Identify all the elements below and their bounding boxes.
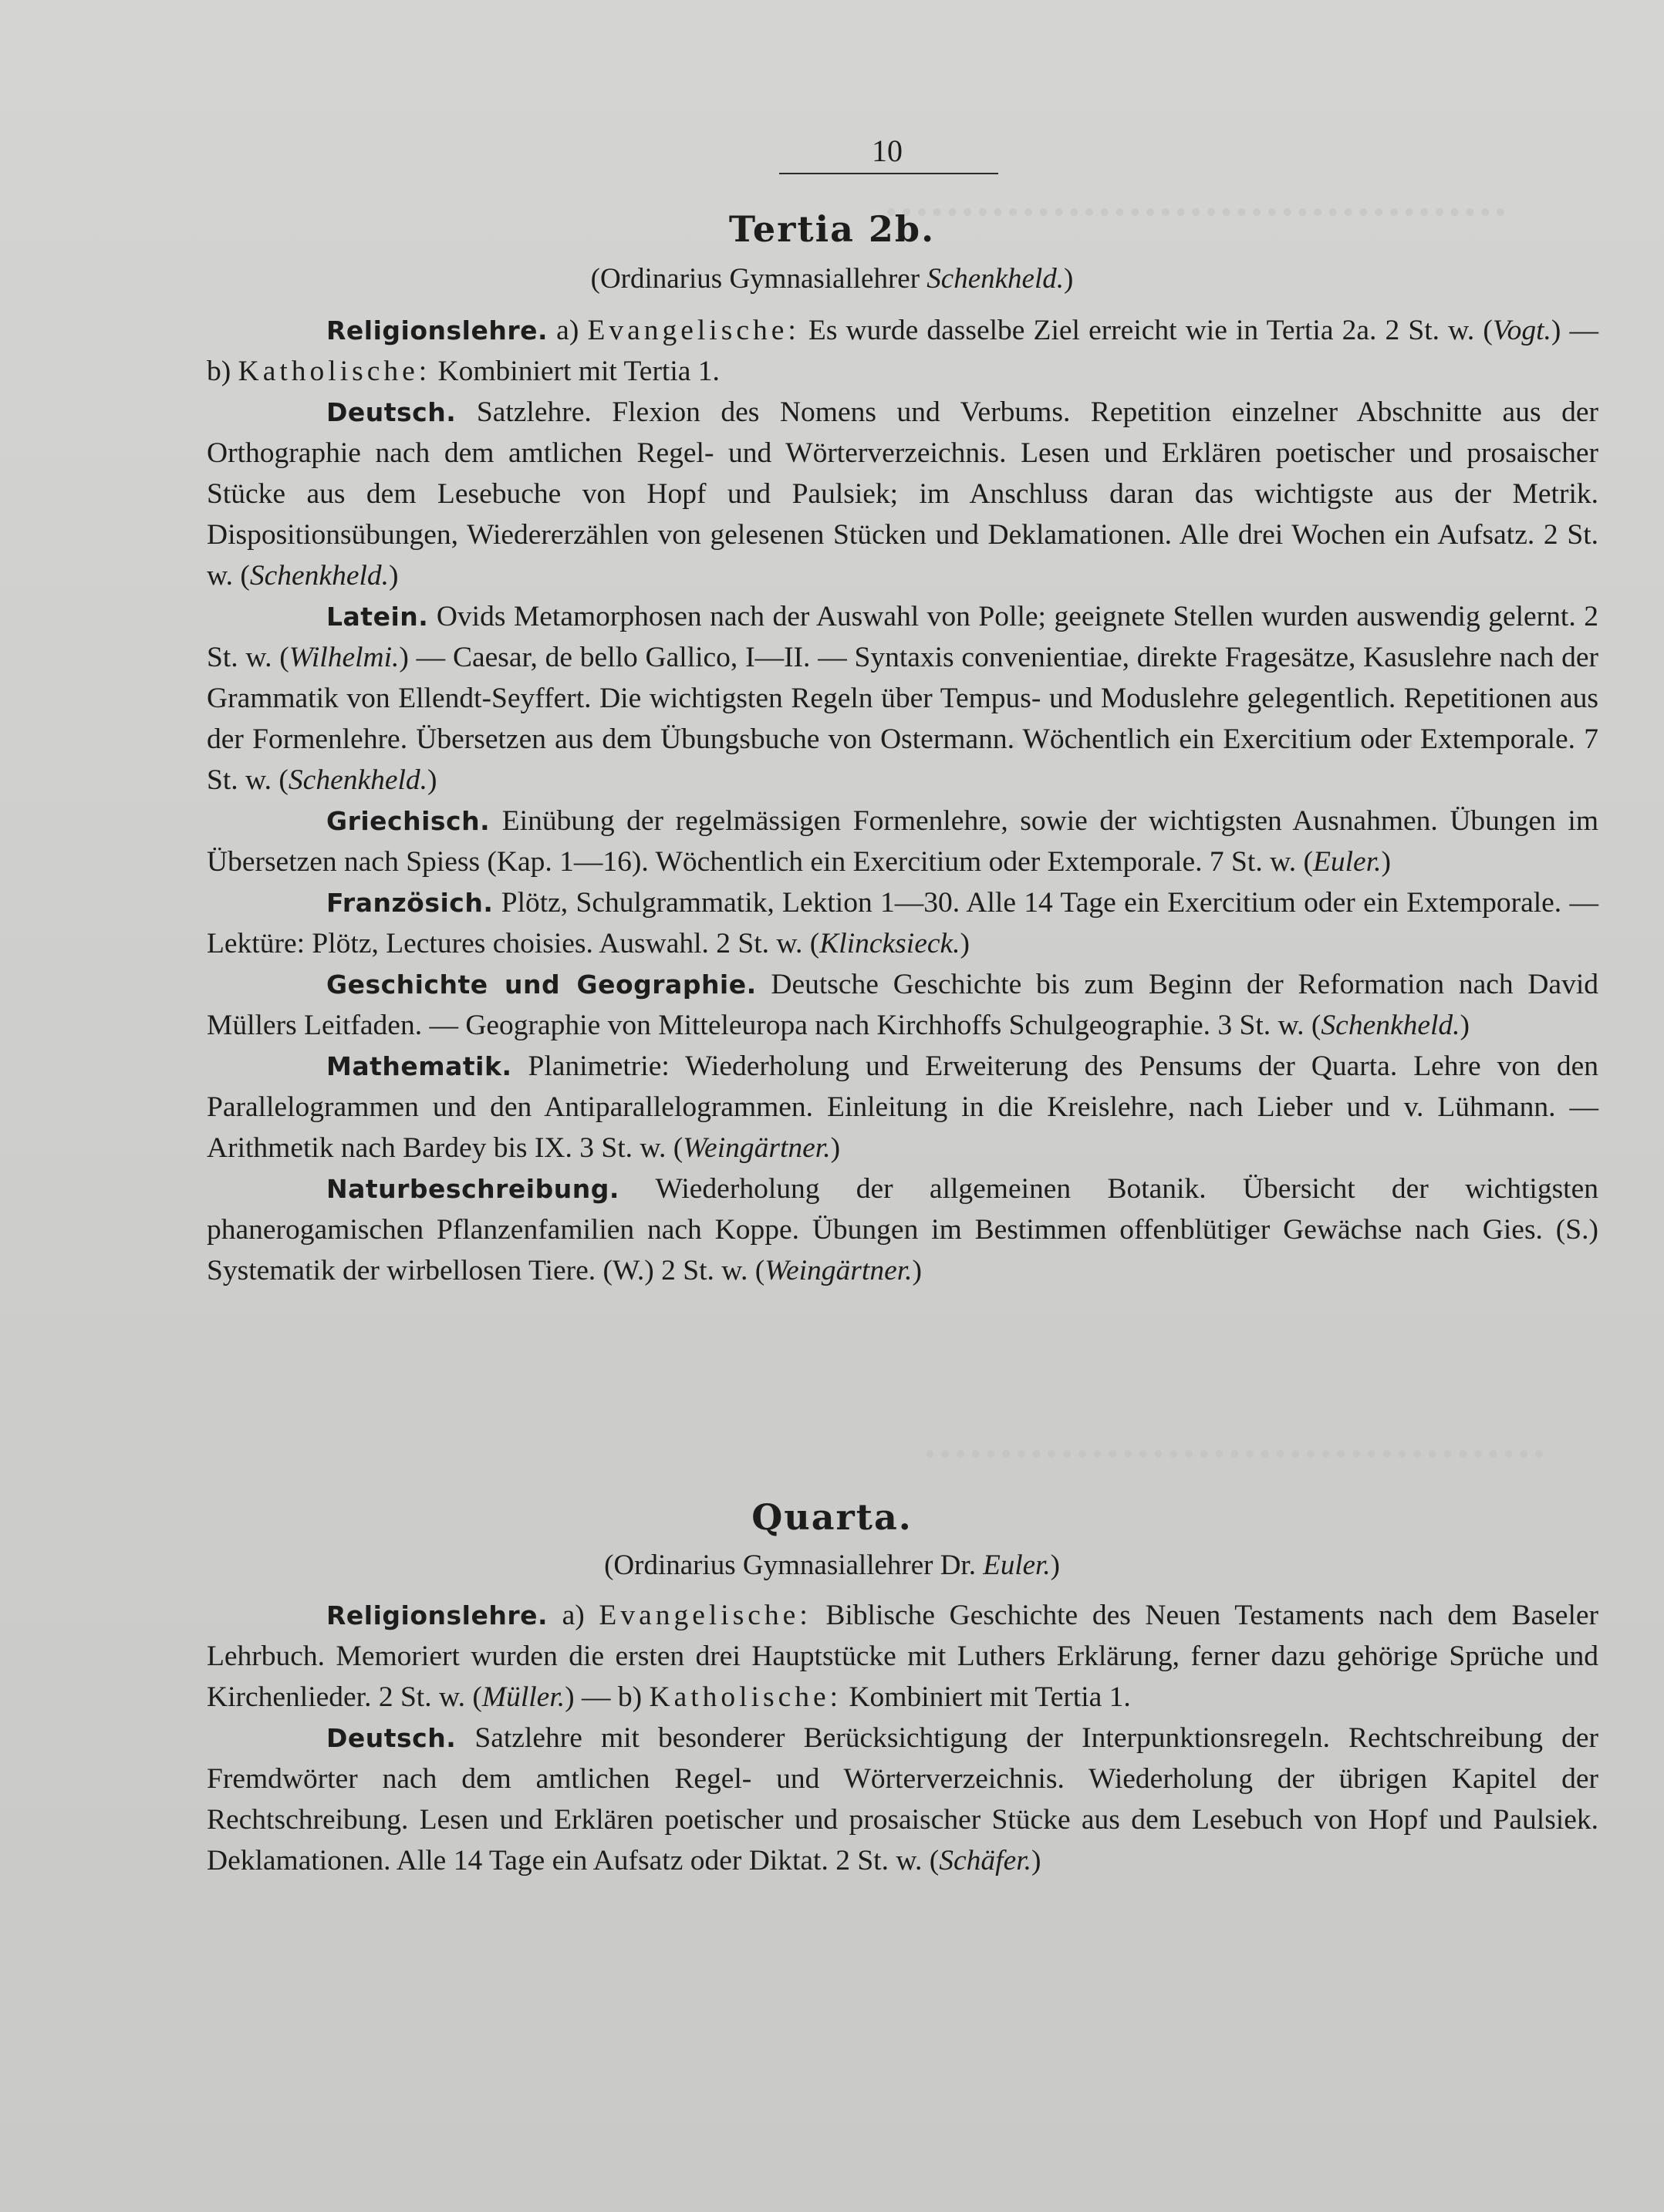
- paragraph-text: Kombiniert mit Tertia 1.: [842, 1681, 1131, 1713]
- paragraph-text: ): [1031, 1845, 1041, 1876]
- teacher-name: Weingärtner.: [683, 1132, 831, 1164]
- subject-paragraph: [207, 392, 1598, 596]
- paragraph-text: Planimetrie: Wiederholung und Erweiterung des Pensums der Quarta. Lehre von den Parallelogrammen und den Antiparallelogrammen. Einleitung in die Kreislehre, nach Lieber und v. Lühmann. — Arithmetik nach Bardey bis IX. 3 St. w. (: [207, 1050, 1598, 1164]
- subject-label: Französich.: [326, 888, 494, 918]
- subject-label: Deutsch.: [326, 1723, 457, 1753]
- paragraph-text: Plötz, Schulgrammatik, Lektion 1—30. Alle 14 Tage ein Exercitium oder ein Extemporale. — Lektüre: Plötz, Lectures choisies. Auswahl. 2 St. w. (: [207, 887, 1598, 959]
- subject-paragraph: [207, 801, 1598, 882]
- denomination-label: Evangelische:: [587, 315, 800, 346]
- subject-label: Naturbeschreibung.: [326, 1174, 619, 1204]
- paragraph-text: Deutsche Geschichte bis zum Beginn der Reformation nach David Müllers Leitfaden. — Geographie von Mitteleuropa nach Kirchhoffs Schulgeographie. 3 St. w. (: [207, 969, 1598, 1041]
- subject-label: Mathematik.: [326, 1051, 512, 1081]
- subject-label: Latein.: [326, 602, 429, 632]
- subject-paragraph: [207, 1046, 1598, 1168]
- paragraph-text: Wiederholung der allgemeinen Botanik. Übersicht der wichtigsten phanerogamischen Pflanzenfamilien nach Koppe. Übungen im Bestimmen offenblütiger Gewächse nach Gies. (S.) Systematik der wirbellosen Tiere. (W.) 2 St. w. (: [207, 1173, 1598, 1286]
- paragraph-text: Biblische Geschichte des Neuen Testaments nach dem Baseler Lehrbuch. Memoriert wurden die ersten drei Hauptstücke mit Luthers Erklärung, ferner dazu gehörige Sprüche und Kirchenlieder. 2 St. w. (: [207, 1600, 1598, 1713]
- teacher-name: Weingärtner.: [764, 1255, 913, 1286]
- paragraph-text: Kombiniert mit Tertia 1.: [430, 356, 720, 387]
- subject-paragraph: [207, 964, 1598, 1046]
- teacher-name: Euler.: [1312, 846, 1382, 878]
- denomination-label: Katholische:: [238, 356, 431, 387]
- paragraph-text: ): [389, 560, 399, 592]
- paragraph-text: Satzlehre. Flexion des Nomens und Verbums. Repetition einzelner Abschnitte aus der Orthographie nach dem amtlichen Regel- und Wörterverzeichnis. Lesen und Erklären poetischer und prosaischer Stücke aus dem Lesebuche von Hopf und Paulsiek; im Anschluss daran das wichtigste aus der Metrik. Dispositionsübungen, Wiedererzählen von gelesenen Stücken und Deklamationen. Alle drei Wochen ein Aufsatz. 2 St. w. (: [207, 396, 1598, 592]
- paragraph-text: ): [912, 1255, 923, 1286]
- denomination-label: Evangelische:: [599, 1600, 812, 1631]
- paragraph-text: ): [1460, 1010, 1470, 1041]
- subject-paragraph: [207, 310, 1598, 392]
- teacher-name: Wilhelmi.: [289, 642, 400, 673]
- teacher-name: Schäfer.: [939, 1845, 1032, 1876]
- paragraph-text: Einübung der regelmässigen Formenlehre, sowie der wichtigsten Ausnahmen. Übungen im Übersetzen nach Spiess (Kap. 1—16). Wöchentlich ein Exercitium oder Extemporale. 7 St. w. (: [207, 805, 1598, 878]
- subject-paragraph: [207, 1595, 1598, 1718]
- paragraph-text: ) — b): [207, 315, 1598, 387]
- subject-label: Deutsch.: [326, 397, 457, 427]
- teacher-name: Schenkheld.: [1321, 1010, 1460, 1041]
- subject-paragraph: [207, 596, 1598, 801]
- paragraph-text: Es wurde dasselbe Ziel erreicht wie in Tertia 2a. 2 St. w. (: [799, 315, 1493, 346]
- section-body-tertia-2b: [207, 310, 1598, 1291]
- paragraph-text: a): [548, 1600, 599, 1631]
- paragraph-text: ): [960, 928, 970, 959]
- paragraph-text: ): [427, 764, 437, 796]
- paragraph-text: Ovids Metamorphosen nach der Auswahl von Polle; geeignete Stellen wurden auswendig gelernt. 2 St. w. (: [207, 601, 1598, 673]
- page-number: 10: [872, 133, 903, 168]
- teacher-name: Müller.: [481, 1681, 565, 1713]
- subject-paragraph: [207, 1168, 1598, 1291]
- section-subtitle-quarta: (Ordinarius Gymnasiallehrer Dr. Euler.): [604, 1549, 1060, 1581]
- bleed-through-artifact: [926, 1450, 1543, 1481]
- paragraph-text: ): [1381, 846, 1392, 878]
- paragraph-text: ): [830, 1132, 841, 1164]
- subject-label: Religionslehre.: [326, 1600, 548, 1630]
- subject-label: Griechisch.: [326, 806, 491, 836]
- paragraph-text: ) — b): [565, 1681, 650, 1713]
- section-title-tertia-2b: Tertia 2b.: [728, 208, 936, 250]
- teacher-name: Vogt.: [1492, 315, 1551, 346]
- subject-paragraph: [207, 882, 1598, 964]
- teacher-name: Klincksieck.: [819, 928, 960, 959]
- paragraph-text: a): [548, 315, 588, 346]
- section-title-quarta: Quarta.: [751, 1496, 913, 1538]
- denomination-label: Katholische:: [649, 1681, 842, 1713]
- teacher-name: Schenkheld.: [249, 560, 390, 592]
- paragraph-text: ) — Caesar, de bello Gallico, I—II. — Syntaxis convenientiae, direkte Fragesätze, Kasuslehre nach der Grammatik von Ellendt-Seyffert. Die wichtigsten Regeln über Tempus- und Moduslehre gelegentlich. Repetitionen aus der Formenlehre. Übersetzen aus dem Übungsbuche von Ostermann. Wöchentlich ein Exercitium oder Extemporale. 7 St. w. (: [207, 642, 1598, 796]
- section-body-quarta: [207, 1595, 1598, 1881]
- subject-label: Religionslehre.: [326, 315, 548, 346]
- section-subtitle-tertia-2b: (Ordinarius Gymnasiallehrer Schenkheld.): [590, 263, 1074, 295]
- page-number-rule: [779, 173, 998, 174]
- teacher-name: Schenkheld.: [288, 764, 428, 796]
- subject-paragraph: [207, 1718, 1598, 1881]
- subject-label: Geschichte und Geographie.: [326, 969, 757, 1000]
- paragraph-text: Satzlehre mit besonderer Berücksichtigung der Interpunktionsregeln. Rechtschreibung der Fremdwörter nach dem amtlichen Regel- und Wörterverzeichnis. Wiederholung der übrigen Kapitel der Rechtschreibung. Lesen und Erklären poetischer und prosaischer Stücke aus dem Lesebuch von Hopf und Paulsiek. Deklamationen. Alle 14 Tage ein Aufsatz oder Diktat. 2 St. w. (: [207, 1722, 1598, 1876]
